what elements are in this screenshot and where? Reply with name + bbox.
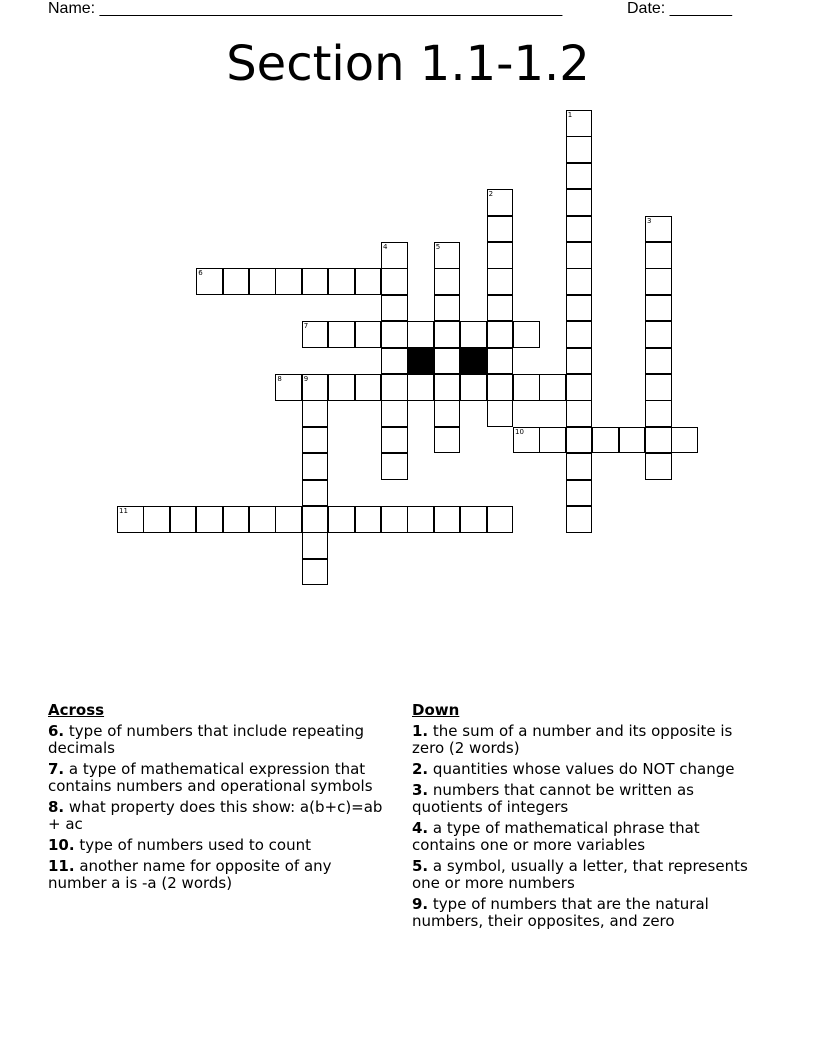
grid-cell[interactable] [302, 374, 329, 401]
grid-cell[interactable] [566, 506, 593, 533]
grid-cell[interactable] [566, 348, 593, 375]
clue-number: 8. [48, 798, 65, 816]
grid-cell[interactable] [328, 506, 355, 533]
grid-cell[interactable] [487, 400, 514, 427]
clue-number: 3. [412, 781, 429, 799]
grid-cell[interactable] [513, 321, 540, 348]
grid-cell[interactable] [645, 321, 672, 348]
grid-cell[interactable] [249, 506, 276, 533]
grid-cell[interactable] [434, 374, 461, 401]
cell-number: 2 [488, 190, 494, 199]
clue-number: 1. [412, 722, 429, 740]
down-clue [412, 858, 757, 892]
grid-cell[interactable] [645, 216, 672, 243]
grid-cell[interactable] [302, 453, 329, 480]
grid-cell[interactable] [645, 268, 672, 295]
across-clue [48, 723, 393, 757]
grid-cell[interactable] [381, 506, 408, 533]
grid-cell[interactable] [566, 268, 593, 295]
across-clue [48, 761, 393, 795]
grid-cell[interactable] [645, 295, 672, 322]
cell-number: 1 [567, 111, 573, 119]
clue-text: quantities whose values do NOT change [432, 760, 735, 778]
clue-text: type of numbers used to count [79, 836, 311, 854]
clue-text: a type of mathematical expression that contains numbers and operational symbols [48, 760, 373, 795]
grid-cell[interactable] [143, 506, 170, 533]
cell-number: 7 [303, 322, 309, 331]
grid-cell[interactable] [566, 400, 593, 427]
clue-text: type of numbers that are the natural numbers, their opposites, and zero [412, 895, 709, 930]
down-clues [412, 702, 757, 934]
grid-cell[interactable] [275, 268, 302, 295]
grid-cell[interactable] [645, 453, 672, 480]
grid-cell[interactable] [619, 427, 646, 454]
grid-cell[interactable] [645, 348, 672, 375]
cell-number: 8 [277, 375, 282, 383]
grid-cell[interactable] [302, 400, 329, 427]
grid-cell[interactable] [566, 136, 593, 163]
clue-text: a type of mathematical phrase that contains one or more variables [412, 819, 700, 854]
grid-cell[interactable] [275, 374, 302, 401]
grid-cell[interactable] [566, 216, 593, 243]
grid-cell[interactable] [196, 506, 223, 533]
grid-cell[interactable] [566, 427, 593, 454]
grid-cell[interactable] [566, 480, 593, 507]
cell-number: 10 [515, 427, 524, 436]
grid-cell[interactable] [487, 189, 514, 216]
blocked-cell [460, 348, 487, 375]
grid-cell[interactable] [381, 321, 408, 348]
grid-cell[interactable] [407, 374, 434, 401]
grid-cell[interactable] [487, 268, 514, 295]
cell-number: 6 [198, 269, 203, 278]
grid-cell[interactable] [460, 374, 487, 401]
grid-cell[interactable] [381, 268, 408, 295]
grid-cell[interactable] [223, 506, 250, 533]
grid-cell[interactable] [328, 374, 355, 401]
grid-cell[interactable] [407, 321, 434, 348]
clue-text: type of numbers that include repeating decimals [48, 722, 364, 757]
grid-cell[interactable] [407, 506, 434, 533]
grid-cell[interactable] [328, 321, 355, 348]
grid-cell[interactable] [566, 163, 593, 190]
grid-cell[interactable] [170, 506, 197, 533]
across-clues [48, 702, 393, 896]
clue-number: 2. [412, 760, 429, 778]
grid-cell[interactable] [592, 427, 619, 454]
grid-cell[interactable] [434, 348, 461, 375]
grid-cell[interactable] [566, 453, 593, 480]
grid-cell[interactable] [381, 348, 408, 375]
clue-text: a symbol, usually a letter, that represents one or more numbers [412, 857, 748, 892]
down-clue [412, 723, 757, 757]
clue-number: 9. [412, 895, 429, 913]
grid-cell[interactable] [487, 321, 514, 348]
date-field-label: Date: _______ [627, 0, 732, 17]
grid-cell[interactable] [381, 453, 408, 480]
grid-cell[interactable] [381, 242, 408, 269]
grid-cell[interactable] [196, 268, 223, 295]
grid-cell[interactable] [539, 374, 566, 401]
grid-cell[interactable] [566, 374, 593, 401]
cell-number: 11 [119, 507, 128, 515]
grid-cell[interactable] [645, 427, 672, 454]
down-heading: Down [412, 701, 460, 719]
grid-cell[interactable] [566, 242, 593, 269]
grid-cell[interactable] [328, 268, 355, 295]
grid-cell[interactable] [460, 506, 487, 533]
clue-number: 4. [412, 819, 429, 837]
clue-text: the sum of a number and its opposite is zero (2 words) [412, 722, 733, 757]
grid-cell[interactable] [566, 189, 593, 216]
down-clue [412, 761, 757, 778]
grid-cell[interactable] [645, 242, 672, 269]
grid-cell[interactable] [434, 295, 461, 322]
grid-cell[interactable] [381, 374, 408, 401]
page-title: Section 1.1-1.2 [226, 36, 590, 92]
grid-cell[interactable] [487, 295, 514, 322]
across-clue [48, 837, 393, 854]
clue-text: numbers that cannot be written as quotients of integers [412, 781, 694, 816]
clue-number: 10. [48, 836, 75, 854]
clue-number: 6. [48, 722, 65, 740]
grid-cell[interactable] [223, 268, 250, 295]
grid-cell[interactable] [302, 532, 329, 559]
clue-text: what property does this show: a(b+c)=ab + ac [48, 798, 383, 833]
clue-number: 5. [412, 857, 429, 875]
grid-cell[interactable] [487, 506, 514, 533]
grid-cell[interactable] [355, 268, 382, 295]
cell-number: 3 [647, 216, 652, 225]
grid-cell[interactable] [460, 321, 487, 348]
cell-number: 9 [303, 375, 309, 383]
grid-cell[interactable] [302, 268, 329, 295]
grid-cell[interactable] [434, 321, 461, 348]
grid-cell[interactable] [355, 374, 382, 401]
grid-cell[interactable] [566, 321, 593, 348]
grid-cell[interactable] [117, 506, 144, 533]
grid-cell[interactable] [275, 506, 302, 533]
grid-cell[interactable] [434, 427, 461, 454]
grid-cell[interactable] [487, 216, 514, 243]
across-clue [48, 799, 393, 833]
down-clue [412, 820, 757, 854]
clue-text: another name for opposite of any number a is -a (2 words) [48, 857, 332, 892]
grid-cell[interactable] [513, 427, 540, 454]
blocked-cell [407, 348, 434, 375]
clue-number: 11. [48, 857, 75, 875]
grid-cell[interactable] [302, 480, 329, 507]
grid-cell[interactable] [487, 242, 514, 269]
grid-cell[interactable] [566, 110, 593, 137]
grid-cell[interactable] [513, 374, 540, 401]
name-field-label: Name: ____________________________________________________ [48, 0, 563, 17]
grid-cell[interactable] [302, 427, 329, 454]
grid-cell[interactable] [434, 268, 461, 295]
grid-cell[interactable] [355, 321, 382, 348]
across-clue [48, 858, 393, 892]
cell-number: 5 [435, 243, 441, 251]
cell-number: 4 [383, 243, 388, 251]
grid-cell[interactable] [302, 559, 329, 586]
grid-cell[interactable] [671, 427, 698, 454]
grid-cell[interactable] [355, 506, 382, 533]
grid-cell[interactable] [487, 348, 514, 375]
grid-cell[interactable] [539, 427, 566, 454]
down-clue [412, 896, 757, 930]
grid-cell[interactable] [434, 400, 461, 427]
grid-cell[interactable] [434, 242, 461, 269]
grid-cell[interactable] [381, 400, 408, 427]
grid-cell[interactable] [645, 374, 672, 401]
grid-cell[interactable] [645, 400, 672, 427]
grid-cell[interactable] [434, 506, 461, 533]
across-heading: Across [48, 701, 105, 719]
down-clue [412, 782, 757, 816]
grid-cell[interactable] [302, 506, 329, 533]
grid-cell[interactable] [381, 295, 408, 322]
grid-cell[interactable] [566, 295, 593, 322]
grid-cell[interactable] [302, 321, 329, 348]
grid-cell[interactable] [487, 374, 514, 401]
grid-cell[interactable] [249, 268, 276, 295]
grid-cell[interactable] [381, 427, 408, 454]
clue-number: 7. [48, 760, 65, 778]
